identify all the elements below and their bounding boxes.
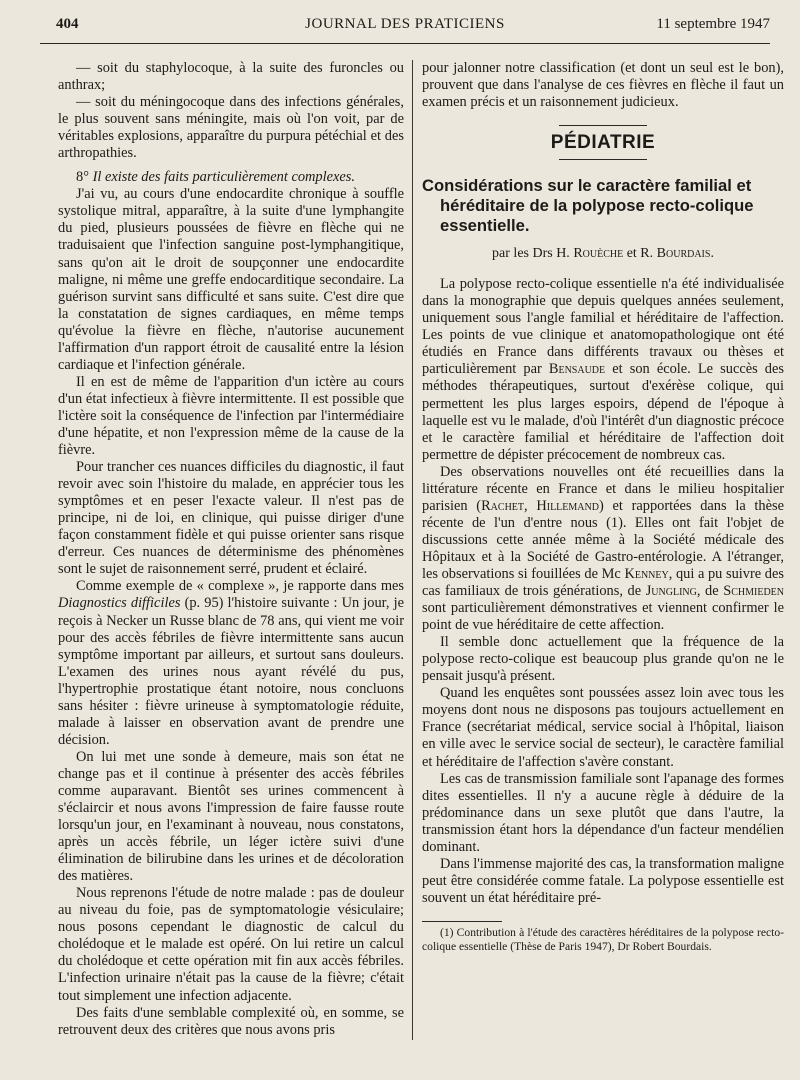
person-name: Hillemand [536,497,599,514]
paragraph: Nous reprenons l'étude de notre malade : pas de douleur au niveau du foie, pas de symptomatologie vésiculaire; nous posons cependant le diagnostic de calcul du cholédoque et le malade est opéré. On lui retire un calcul du cholédoque et cette opération mit fin aux accès fébriles. L'infection urinaire n'était pas la cause de la fièvre; c'était tout simplement une infection adjacente. [58,885,404,1004]
paragraph-text: La polypose recto-colique essentielle n'a été individualisée dans la monographie que depuis quelques années seulement, uniquement sous l'angle familial et héréditaire de l'affection. Les points de vue clinique et anatomopathologique ont été étudiés en France dans différents travaux ou thèses et particulièrement par [422,276,784,378]
paragraph-text: , de [696,583,719,600]
paragraph: J'ai vu, au cours d'une endocardite chronique à souffle systolique mitral, apparaître, à la suite d'une lymphangite du pied, plusieurs poussées de fièvre en flèche qui ne traduisaient que l'infection sanguine post-lymphangitique, sans qu'on ait le droit de soupçonner une endocardite maligne, ni même une greffe endocarditique secondaire. La guérison survint sans difficulté et sans suite. C'est dire que la constatation de signes cardiaques, en même temps qu'évolue la fièvre en flèche, n'autorise aucunement l'affirmation d'un rapport étroit de causalité entre la lésion cardiaque et l'infection générale. [58,186,404,373]
column-divider [412,60,413,1040]
section-title: PÉDIATRIE [550,132,656,154]
paragraph: Des faits d'une semblable complexité où, en somme, se retrouvent deux des critères que nous avons pris [58,1004,404,1038]
paragraph: — soit du staphylocoque, à la suite des furoncles ou anthrax; [58,60,404,94]
paragraph-text: ) et rapportées dans la thèse récente de l'un d'entre nous (1). Elles ont fait l'objet de discussions cette année même à la Société médicale des Hôpitaux et à la Société de Gastro-entérologie. A l'étranger, les observations si fouillées de Mc [422,497,784,582]
paragraph: Il en est de même de l'apparition d'un ictère au cours d'un état infectieux à fièvre intermittente. Il est possible que l'ictère soit la conséquence de l'infection par l'intermédiaire d'une hépatite, et non l'expression même de la cause de la fièvre. [58,373,404,459]
author-name: Rouèche [573,246,624,262]
paragraph-text: sont particulièrement démonstratives et viennent confirmer le point de vue héréditaire de cette affection. [422,600,784,634]
paragraph-subheading [58,169,404,186]
right-column [422,60,784,953]
paragraph: Dans l'immense majorité des cas, la transformation maligne peut être considérée comme fatale. La polypose essentielle est souvent un état héréditaire pré- [422,855,784,906]
book-title: Diagnostics difficiles [58,595,181,612]
item-number: 8° [76,169,89,186]
paragraph-text: et son école. Le succès des méthodes thérapeutiques, surtout d'exérèse colique, qui permettent les plus larges espoirs, dépend de l'époque à laquelle est vu le malade, d'où l'intérêt d'un diagnostic précoce et le caractère familial et héréditaire de l'affection doit permettre de dépister précocement de nombreux cas. [422,361,784,463]
paragraph: Il semble donc actuellement que la fréquence de la polypose recto-colique est beaucoup plus grande qu'on ne le pensait jusqu'à présent. [422,634,784,685]
paragraph: Pour trancher ces nuances difficiles du diagnostic, il faut revoir avec soin l'histoire du malade, en apprécier tous les symptômes et en peser l'exacte valeur. Il n'est pas de principe, ni de loi, en clinique, qui puisse diriger d'une façon constamment fidèle et qui puisse orienter sans risque d'erreur. Ces nuances de déterminisme des phénomènes sont le sujet de raisonnement serré, prudent et éclairé. [58,459,404,578]
person-name: Rachet [481,497,525,514]
author-name: Bourdais [656,246,711,262]
paragraph [422,464,784,634]
authors-text: par les Drs H. [492,246,570,262]
authors-text: . [710,246,714,262]
paragraph-text: , [524,497,537,514]
page-header [40,16,770,38]
paragraph-text: , qui a pu suivre des cas familiaux de trois générations, de [422,565,784,600]
paragraph-text: Comme exemple de « complexe », je rapporte dans mes [76,578,404,595]
paragraph [422,276,784,464]
page-number: 404 [56,16,79,32]
paragraph: — soit du méningocoque dans des infections générales, le plus souvent sans méningite, mais où l'on voit, par de véritables explosions, apparaître du purpura pétéchial et des arthropathies. [58,94,404,162]
article-title: Considérations sur le caractère familial et héréditaire de la polypose recto-colique essentielle. [422,176,754,236]
person-name: Schmieden [723,583,784,600]
left-column [58,60,404,1039]
paragraph [58,578,404,748]
person-name: Jungling [645,583,697,600]
journal-title: JOURNAL DES PRATICIENS [305,16,505,32]
authors-text: et R. [626,246,654,262]
emphasis-text: Il existe des faits particulièrement complexes. [92,169,355,186]
paragraph: On lui met une sonde à demeure, mais son état ne change pas et il continue à présenter des accès fébriles comme auparavant. Bientôt ses urines commencent à s'éclaircir et nous avons l'impression de faire fausse route lorsqu'un jour, en l'examinant à nouveau, nous constatons, après un accès fébrile, un léger ictère suivi d'une élimination de bilirubine dans les urines et de décoloration des matières. [58,748,404,885]
paragraph-text: (p. 95) l'histoire suivante : Un jour, je reçois à Necker un Russe blanc de 78 ans, qui vient me voir pour des accès fébriles de fièvre intermittente sans aucun symptôme important par ailleurs, et surtout sans douleurs. L'examen des urines nous ayant révélé du pus, l'hypertrophie prostatique étant notoire, nous concluons sans hésiter : fièvre urineuse à symptomatologie réduite, malade à laisser en observation avant de prendre une décision. [58,595,404,748]
paragraph: Quand les enquêtes sont poussées assez loin avec tous les moyens dont nous ne disposons pas toujours actuellement en France (secrétariat médical, service social à l'hôpital, liaison en ville avec le service social de secteur), le caractère familial et héréditaire de l'affection s'avère constant. [422,685,784,770]
person-name: Bensaude [548,361,606,378]
issue-date: 11 septembre 1947 [656,16,770,32]
paragraph: pour jalonner notre classification (et dont un seul est le bon), prouvent que dans l'analyse de ces fièvres en flèche il faut un examen précis et un raisonnement judicieux. [422,60,784,111]
footnote: (1) Contribution à l'étude des caractères héréditaires de la polypose recto-colique essentielle (Thèse de Paris 1947), Dr Robert Bourdais. [422,925,784,953]
paragraph: Les cas de transmission familiale sont l'apanage des formes dites essentielles. Il n'y a aucune règle à déduire de la prédominance dans un sexe plutôt que dans l'autre, la transmission étant hors la dépendance d'un facteur mendélien dominant. [422,770,784,855]
article-authors [422,245,784,262]
person-name: Kenney [624,565,669,582]
header-rule [40,43,770,44]
paragraph-text: Des observations nouvelles ont été recueillies dans la littérature récente en France et dans le milieu hospitalier parisien ( [422,463,784,514]
